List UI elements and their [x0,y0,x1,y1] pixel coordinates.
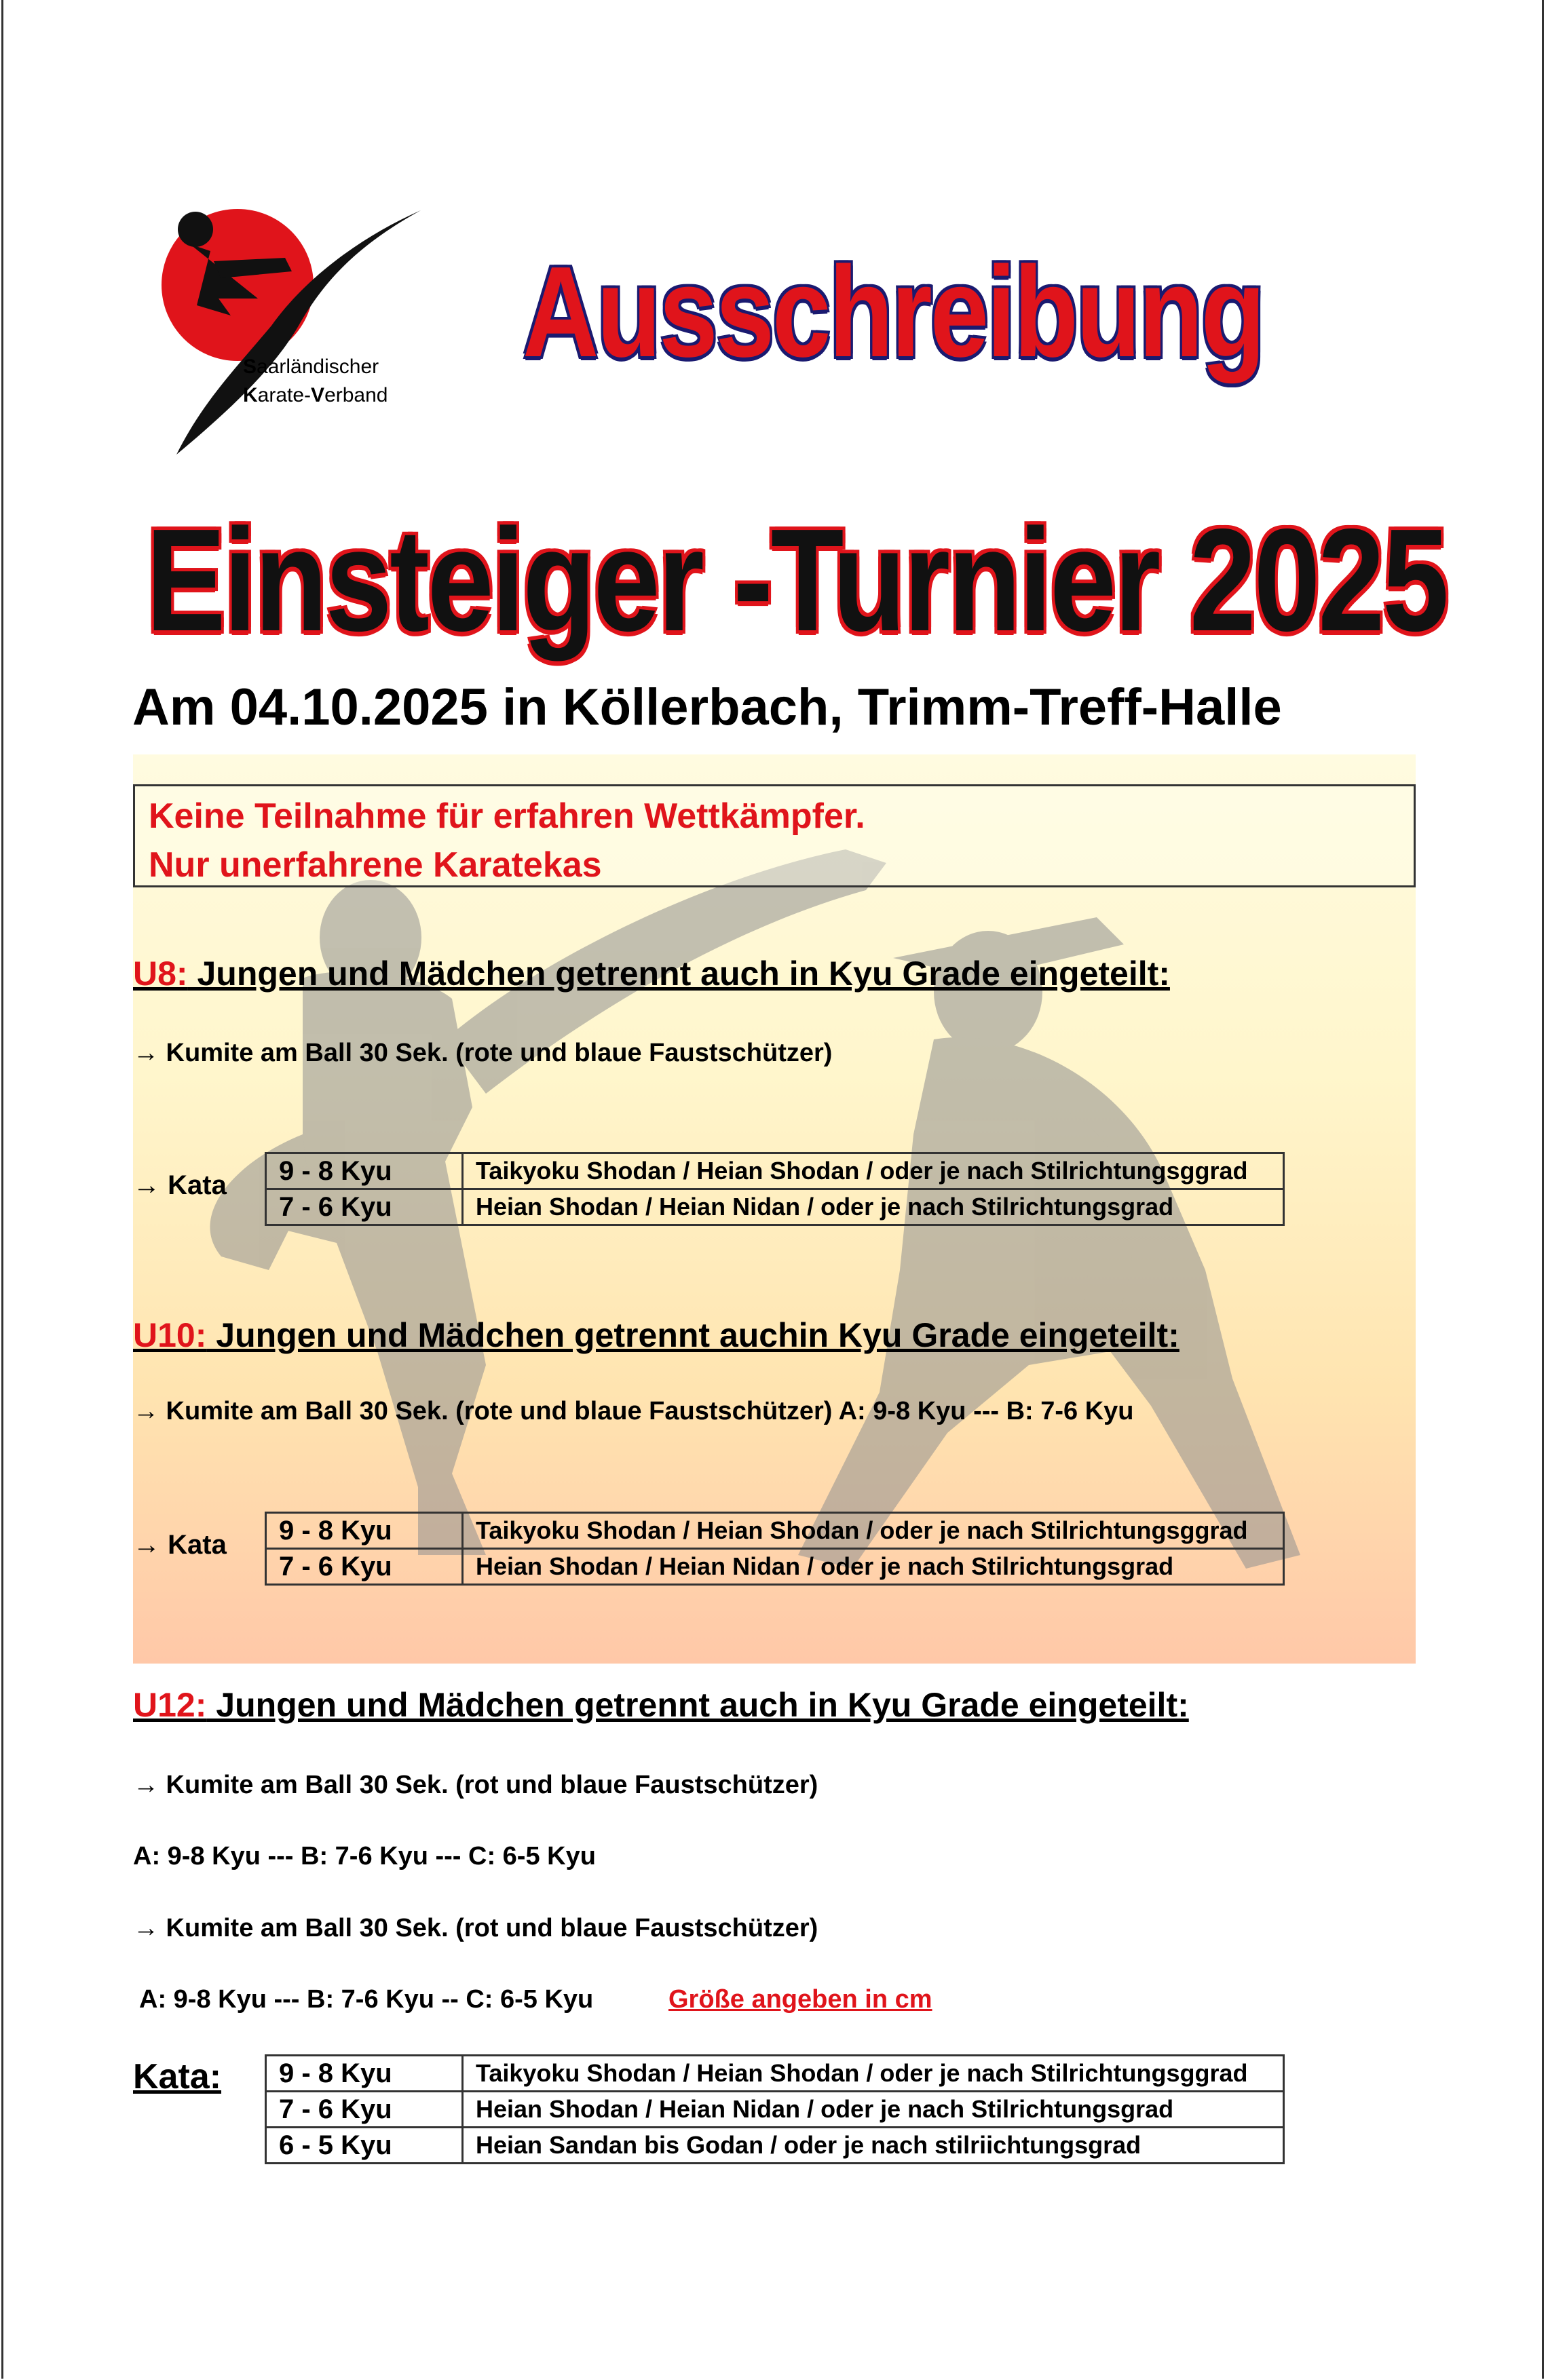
date-location: Am 04.10.2025 in Köllerbach, Trimm-Treff-Halle [132,678,1282,736]
u12-kata-table [265,2054,1285,2164]
table-row: 7 - 6 Kyu Heian Shodan / Heian Nidan / oder je nach Stilrichtungsgrad [266,1189,1284,1225]
table-row: 7 - 6 Kyu Heian Shodan / Heian Nidan / oder je nach Stilrichtungsgrad [266,2092,1284,2128]
u12-groups-1: A: 9-8 Kyu --- B: 7-6 Kyu --- C: 6-5 Kyu [133,1842,596,1870]
skv-logo [156,197,428,482]
u10-kata-label: → Kata [133,1530,227,1560]
u10-heading: U10: Jungen und Mädchen getrennt auchin Kyu Grade eingeteilt: [133,1316,1179,1354]
table-row: 6 - 5 Kyu Heian Sandan bis Godan / oder je nach stilriichtungsgrad [266,2128,1284,2164]
table-row: 9 - 8 Kyu Taikyoku Shodan / Heian Shodan / oder je nach Stilrichtungsggrad [266,2056,1284,2092]
event-title: Einsteiger -Turnier 2025 [146,498,1447,661]
u10-kumite: → Kumite am Ball 30 Sek. (rote und blaue Faustschützer) A: 9-8 Kyu --- B: 7-6 Kyu [133,1397,1134,1425]
u12-groups-2: A: 9-8 Kyu --- B: 7-6 Kyu -- C: 6-5 Kyu [139,1985,594,2014]
u12-kumite-2: → Kumite am Ball 30 Sek. (rot und blaue Faustschützer) [133,1914,818,1942]
u8-kumite: → Kumite am Ball 30 Sek. (rote und blaue Faustschützer) [133,1039,833,1067]
u12-kumite-1: → Kumite am Ball 30 Sek. (rot und blaue Faustschützer) [133,1771,818,1799]
table-row: 9 - 8 Kyu Taikyoku Shodan / Heian Shodan / oder je nach Stilrichtungsggrad [266,1513,1284,1549]
logo-text: Saarländischer Karate-Verband [243,356,388,406]
notice-box [133,784,1416,887]
size-note: Größe angeben in cm [668,1985,932,2014]
u12-kata-label: Kata: [133,2057,222,2096]
u8-kata-table [265,1152,1285,1226]
u8-kata-label: → Kata [133,1170,227,1200]
notice-line-2: Nur unerfahrene Karatekas [149,845,602,885]
notice-line-1: Keine Teilnahme für erfahren Wettkämpfer. [149,796,865,836]
u8-heading: U8: Jungen und Mädchen getrennt auch in Kyu Grade eingeteilt: [133,955,1170,993]
u12-heading: U12: Jungen und Mädchen getrennt auch in Kyu Grade eingeteilt: [133,1686,1189,1724]
title-ausschreibung: Ausschreibung [523,240,1264,384]
table-row: 7 - 6 Kyu Heian Shodan / Heian Nidan / oder je nach Stilrichtungsgrad [266,1549,1284,1585]
table-row: 9 - 8 Kyu Taikyoku Shodan / Heian Shodan / oder je nach Stilrichtungsggrad [266,1153,1284,1189]
u10-kata-table [265,1512,1285,1586]
